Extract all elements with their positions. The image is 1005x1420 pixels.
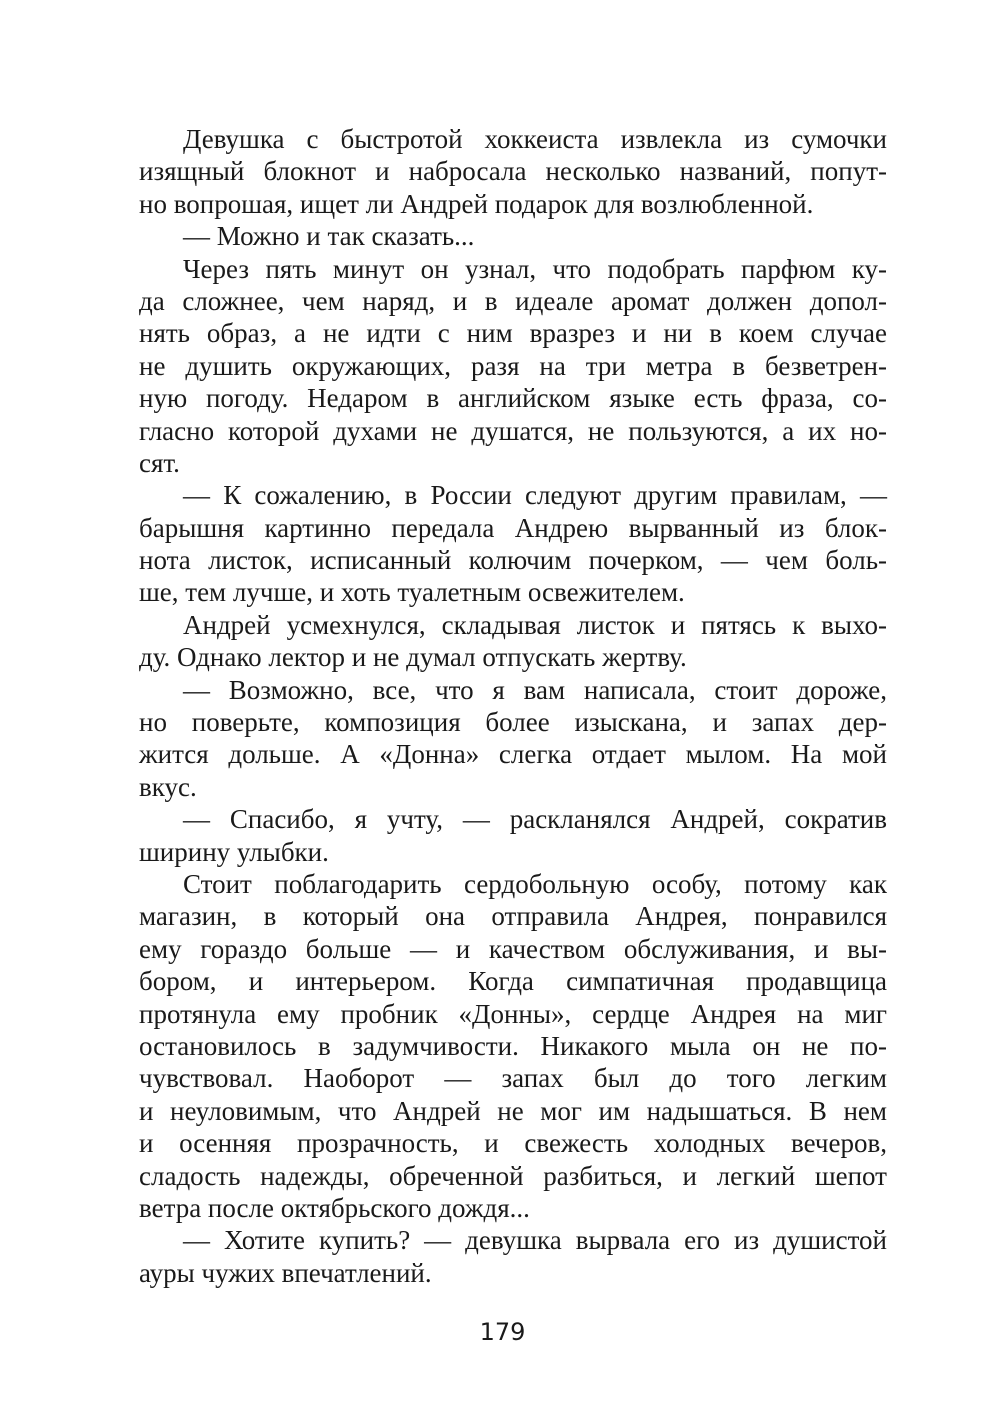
text-line: вкус.: [139, 771, 197, 802]
text-line: ему гораздо больше — и качеством обслуживания, и вы-: [139, 933, 887, 964]
page-body: [139, 123, 887, 1289]
text-line: Стоит поблагодарить сердобольную особу, потому как: [183, 868, 887, 899]
text-line: — Спасибо, я учту, — раскланялся Андрей, сократив: [183, 804, 887, 835]
text-line: не душить окружающих, разя на три метра в безветрен-: [139, 350, 887, 381]
text-line: ауры чужих впечатлений.: [139, 1257, 432, 1288]
text-line: протянула ему пробник «Донны», сердце Андрея на миг: [139, 998, 887, 1029]
text-line: но поверьте, композиция более изыскана, и запах дер-: [139, 707, 887, 738]
text-line: и осенняя прозрачность, и свежесть холодных вечеров,: [139, 1128, 887, 1159]
text-line: нота листок, исписанный колючим почерком, — чем боль-: [139, 545, 887, 576]
text-line: ше, тем лучше, и хоть туалетным освежителем.: [139, 577, 685, 608]
text-line: да сложнее, чем наряд, и в идеале аромат должен допол-: [139, 285, 887, 316]
text-line: сят.: [139, 447, 180, 478]
text-line: — К сожалению, в России следуют другим правилам, —: [183, 480, 887, 511]
text-line: ную погоду. Недаром в английском языке есть фраза, со-: [139, 383, 887, 414]
text-line: — Возможно, все, что я вам написала, стоит дороже,: [183, 674, 887, 705]
text-line: но вопрошая, ищет ли Андрей подарок для возлюбленной.: [139, 188, 814, 219]
text-line: гласно которой духами не душатся, не пользуются, а их но-: [139, 415, 887, 446]
text-line: бором, и интерьером. Когда симпатичная продавщица: [139, 966, 887, 997]
text-line: Через пять минут он узнал, что подобрать парфюм ку-: [183, 253, 887, 284]
text-line: изящный блокнот и набросала несколько названий, попут-: [139, 156, 887, 187]
text-line: — Хотите купить? — девушка вырвала его из душистой: [183, 1225, 887, 1256]
text-line: барышня картинно передала Андрею вырванный из блок-: [139, 512, 887, 543]
text-line: чувствовал. Наоборот — запах был до того легким: [139, 1063, 887, 1094]
text-line: сладость надежды, обреченной разбиться, и легкий шепот: [139, 1160, 887, 1191]
text-line: — Можно и так сказать...: [183, 221, 475, 252]
text-line: ветра после октябрьского дождя...: [139, 1192, 530, 1223]
text-line: ду. Однако лектор и не думал отпускать жертву.: [139, 642, 687, 673]
page-number: 179: [479, 1318, 526, 1346]
text-line: ширину улыбки.: [139, 836, 329, 867]
text-line: и неуловимым, что Андрей не мог им надышаться. В нем: [139, 1095, 887, 1126]
text-line: магазин, в который она отправила Андрея, понравился: [139, 901, 887, 932]
text-line: нять образ, а не идти с ним вразрез и ни в коем случае: [139, 318, 887, 349]
text-line: жится дольше. А «Донна» слегка отдает мылом. На мой: [139, 739, 887, 770]
text-line: остановилось в задумчивости. Никакого мыла он не по-: [139, 1030, 887, 1061]
text-line: Андрей усмехнулся, складывая листок и пятясь к выхо-: [183, 609, 887, 640]
text-line: Девушка с быстротой хоккеиста извлекла из сумочки: [183, 124, 887, 154]
